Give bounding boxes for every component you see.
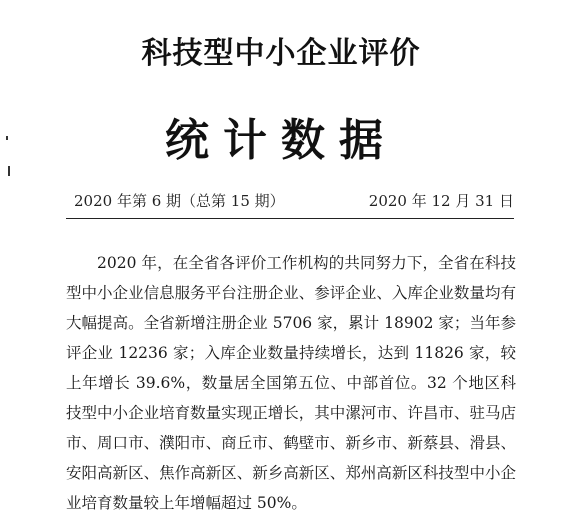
header-divider (66, 218, 514, 219)
body-paragraph: 2020 年，在全省各评价工作机构的共同努力下，全省在科技型中小企业信息服务平台注册企业、参评企业、入库企业数量均有大幅提高。全省新增注册企业 5706 家，累计 18902 家；当年参评企业 12236 家；入库企业数量持续增长，达到 11826 家，较上年增长 39.6%，数量居全国第五位、中部首位。32 个地区科技型中小企业培育数量实现正增长，其中漯河市、许昌市、驻马店市、周口市、濮阳市、商丘市、鹤壁市、新乡市、新蔡县、滑县、安阳高新区、焦作高新区、新乡高新区、郑州高新区科技型中小企业培育数量较上年增幅超过 50%。 (66, 254, 516, 512)
issue-info-row (66, 190, 514, 212)
issue-number: 2020 年第 6 期（总第 15 期） (74, 192, 285, 210)
document-subtitle: 统计数据 (165, 115, 397, 166)
issue-date: 2020 年 12 月 31 日 (368, 192, 514, 210)
document-title: 科技型中小企业评价 (141, 36, 421, 71)
